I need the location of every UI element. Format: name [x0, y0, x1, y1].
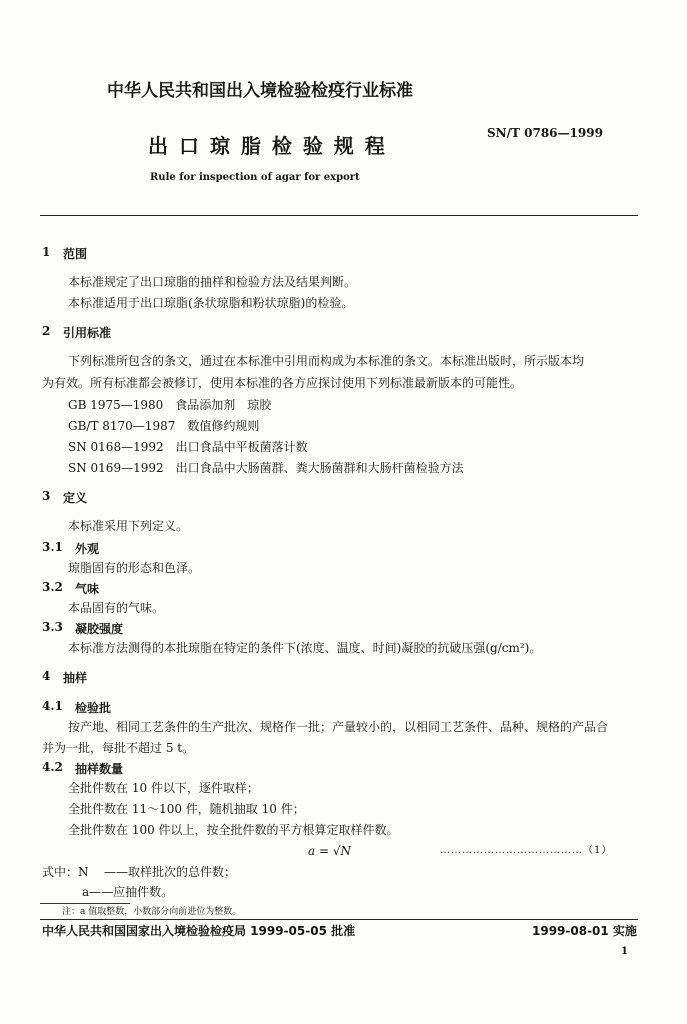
section-3-title: 定义 — [63, 491, 88, 505]
section-2-number: 2 — [42, 324, 51, 338]
implementation-date: 1999-08-01 实施 — [532, 924, 637, 938]
clause-4-1-number: 4.1 — [42, 699, 63, 713]
footer-rule — [40, 919, 638, 920]
where-label: 式中：N — [42, 865, 89, 879]
definition-3-3-number: 3.3 — [42, 620, 63, 634]
where-n-definition: ——取样批次的总件数； — [104, 865, 237, 879]
page-number: 1 — [621, 946, 628, 957]
section-3-paragraph: 本标准采用下列定义。 — [68, 519, 189, 533]
document-title: 出 口 琼 脂 检 验 规 程 — [148, 134, 387, 158]
section-1-paragraph-2: 本标准适用于出口琼脂(条状琼脂和粉状琼脂)的检验。 — [68, 296, 354, 310]
section-4-number: 4 — [42, 669, 51, 683]
definition-3-1-title: 外观 — [75, 542, 100, 556]
standard-number: SN/T 0786—1999 — [487, 126, 603, 140]
section-3-number: 3 — [42, 489, 51, 503]
sampling-rule: 全批件数在 10 件以下，逐件取样； — [68, 781, 259, 795]
header-rule — [40, 215, 638, 216]
clause-4-1-text-line-1: 按产地、相同工艺条件的生产批次、规格作一批；产量较小的，以相同工艺条件、品种、规格的产品合 — [68, 720, 609, 734]
sampling-rule: 全批件数在 11～100 件，随机抽取 10 件； — [68, 802, 305, 816]
formula: a = √N — [308, 844, 351, 858]
definition-3-2-number: 3.2 — [42, 580, 63, 594]
reference-standard: GB 1975—1980 食品添加剂 琼胶 — [68, 398, 272, 412]
reference-standard: SN 0169—1992 出口食品中大肠菌群、粪大肠菌群和大肠杆菌检验方法 — [68, 461, 464, 475]
definition-3-1-number: 3.1 — [42, 540, 63, 554]
reference-standard: GB/T 8170—1987 数值修约规则 — [68, 419, 260, 433]
section-1-number: 1 — [42, 245, 51, 259]
clause-4-2-title: 抽样数量 — [75, 762, 124, 776]
definition-3-2-title: 气味 — [75, 582, 100, 596]
section-2-paragraph-line-2: 为有效。所有标准都会被修订，使用本标准的各方应探讨使用下列标准最新版本的可能性。 — [42, 376, 523, 390]
definition-3-3-title: 凝胶强度 — [75, 622, 124, 636]
section-2-title: 引用标准 — [63, 326, 112, 340]
sampling-rule: 全批件数在 100 件以上，按全批件数的平方根算定取样件数。 — [68, 823, 399, 837]
definition-3-1-text: 琼脂固有的形态和色泽。 — [68, 561, 201, 575]
section-1-paragraph-1: 本标准规定了出口琼脂的抽样和检验方法及结果判断。 — [68, 275, 357, 289]
where-a-definition: a——应抽件数。 — [82, 885, 174, 899]
english-title: Rule for inspection of agar for export — [150, 172, 360, 183]
footnote: 注：a 值取整数，小数部分向前进位为整数。 — [62, 907, 242, 917]
clause-4-2-number: 4.2 — [42, 760, 63, 774]
definition-3-3-text: 本标准方法测得的本批琼脂在特定的条件下(浓度、温度、时间)凝胶的抗破压强(g/cm²)。 — [68, 641, 542, 655]
organization-title: 中华人民共和国出入境检验检疫行业标准 — [107, 81, 413, 101]
formula-number-leader: …………………………………（1） — [440, 845, 613, 856]
clause-4-1-title: 检验批 — [75, 701, 112, 715]
approval-line: 中华人民共和国国家出入境检验检疫局 1999-05-05 批准 — [42, 924, 356, 938]
clause-4-1-text-line-2: 并为一批，每批不超过 5 t。 — [42, 741, 195, 755]
section-2-paragraph-line-1: 下列标准所包含的条文，通过在本标准中引用而构成为本标准的条文。本标准出版时，所示版本均 — [68, 354, 585, 368]
reference-standard: SN 0168—1992 出口食品中平板菌落计数 — [68, 440, 308, 454]
definition-3-2-text: 本品固有的气味。 — [68, 601, 165, 615]
section-4-title: 抽样 — [63, 671, 88, 685]
section-1-title: 范围 — [63, 247, 88, 261]
